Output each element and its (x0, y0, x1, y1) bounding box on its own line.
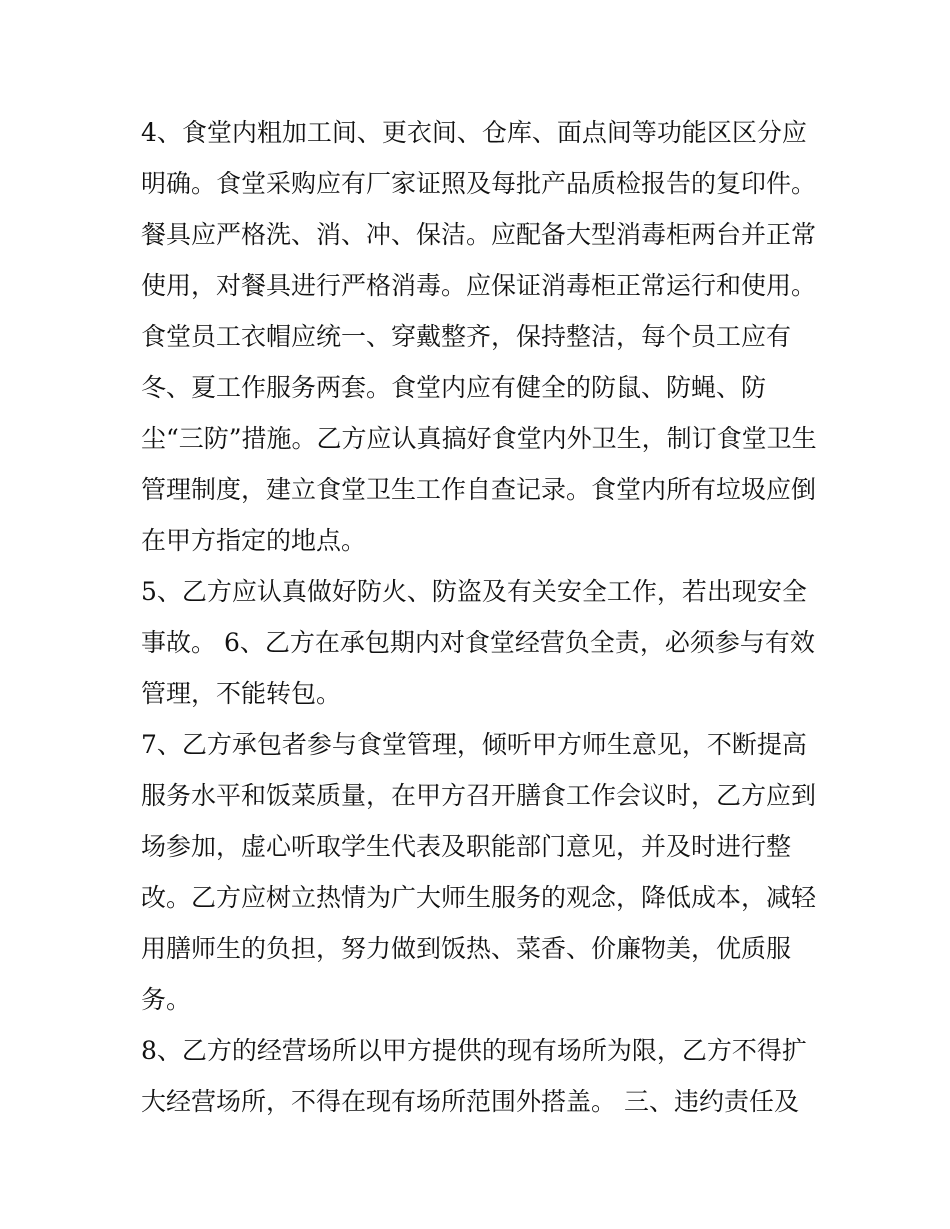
text-line: 明确。食堂采购应有厂家证照及每批产品质检报告的复印件。 (141, 169, 817, 198)
text-line: 8、乙方的经营场所以甲方提供的现有场所为限，乙方不得扩 (141, 1036, 807, 1065)
text-line: 餐具应严格洗、消、冲、保洁。应配备大型消毒柜两台并正常 (141, 220, 817, 249)
text-line: 用膳师生的负担，努力做到饭热、菜香、价廉物美，优质服 (141, 934, 792, 963)
text-line: 管理，不能转包。 (141, 679, 342, 708)
text-line: 尘“三防”措施。乙方应认真搞好食堂内外卫生，制订食堂卫生 (141, 424, 817, 453)
text-line: 在甲方指定的地点。 (141, 526, 367, 555)
text-line: 5、乙方应认真做好防火、防盗及有关安全工作，若出现安全 (141, 577, 807, 606)
text-line: 事故。 6、乙方在承包期内对食堂经营负全责，必须参与有效 (141, 628, 815, 657)
text-line: 使用，对餐具进行严格消毒。应保证消毒柜正常运行和使用。 (141, 271, 817, 300)
text-line: 管理制度，建立食堂卫生工作自查记录。食堂内所有垃圾应倒 (141, 475, 817, 504)
text-line: 7、乙方承包者参与食堂管理，倾听甲方师生意见，不断提高 (141, 730, 807, 759)
text-line: 冬、夏工作服务两套。食堂内应有健全的防鼠、防蝇、防 (141, 373, 767, 402)
text-line: 服务水平和饭菜质量，在甲方召开膳食工作会议时，乙方应到 (141, 781, 817, 810)
text-line: 大经营场所，不得在现有场所范围外搭盖。 三、违约责任及 (141, 1087, 799, 1116)
text-line: 改。乙方应树立热情为广大师生服务的观念，降低成本，减轻 (141, 883, 817, 912)
text-line: 场参加，虚心听取学生代表及职能部门意见，并及时进行整 (141, 832, 792, 861)
text-line: 4、食堂内粗加工间、更衣间、仓库、面点间等功能区区分应 (141, 118, 807, 147)
text-line: 食堂员工衣帽应统一、穿戴整齐，保持整洁，每个员工应有 (141, 322, 792, 351)
text-line: 务。 (141, 985, 192, 1014)
document-body (141, 107, 817, 1127)
